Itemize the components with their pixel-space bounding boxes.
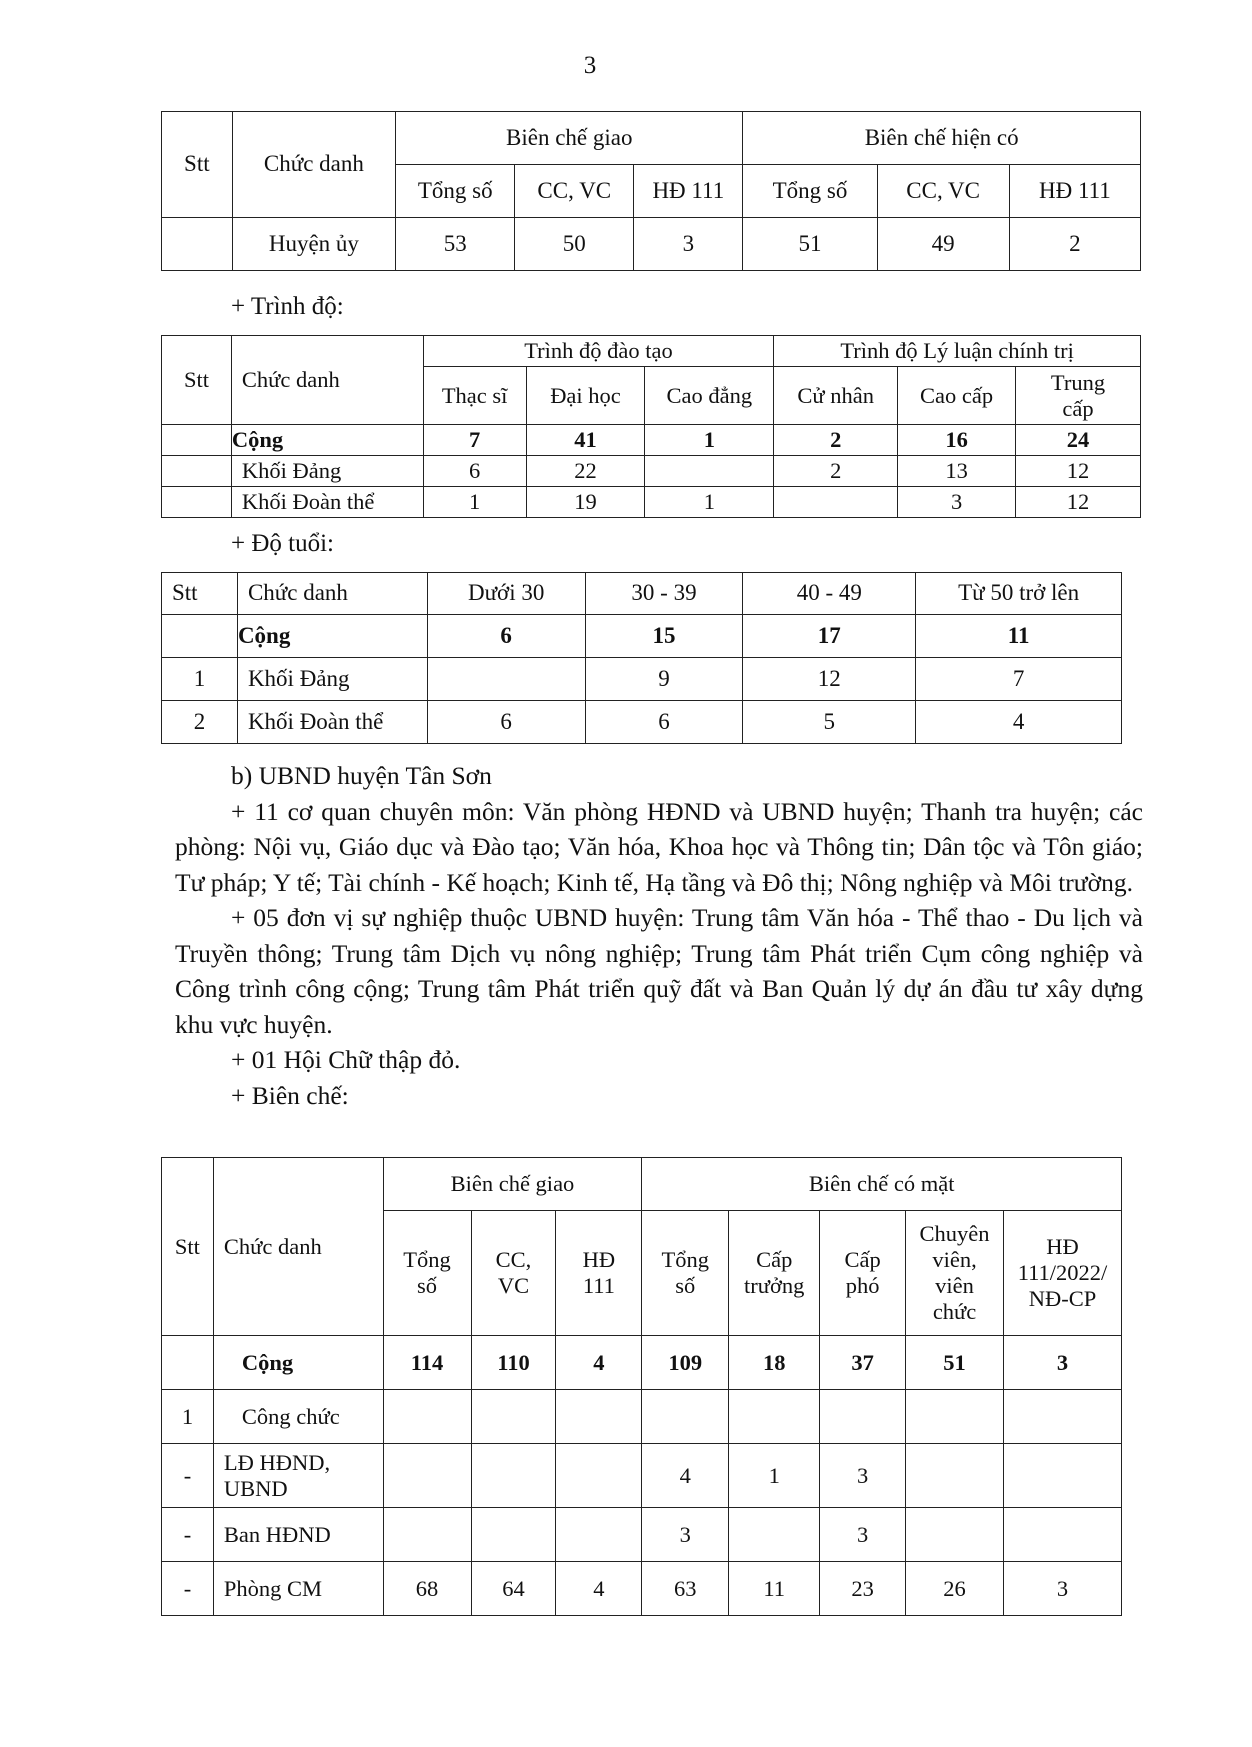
cell-stt [162,425,232,456]
cell: 1 [729,1444,820,1508]
cell [427,658,585,701]
cell: 2 [774,425,898,456]
header-bien-che-hien-co: Biên chế hiện có [743,112,1141,165]
header-30-39: 30 - 39 [585,573,743,615]
cell [383,1390,471,1444]
cell: 63 [642,1562,729,1616]
section-b [175,758,1143,1113]
cell [645,456,774,487]
cell: 1 [423,487,526,518]
header-stt: Stt [162,573,238,615]
cell-name: Cộng [237,615,427,658]
cell: 11 [729,1562,820,1616]
subheader: Cử nhân [774,367,898,425]
header-stt: Stt [162,1158,214,1336]
subheader: CC, VC [877,165,1009,218]
subheader: Tổng số [383,1211,471,1336]
table-do-tuoi [161,572,1122,744]
cell: 16 [898,425,1016,456]
cell [820,1390,906,1444]
cell [556,1390,642,1444]
cell: 68 [383,1562,471,1616]
header-ly-luan-chinh-tri: Trình độ Lý luận chính trị [774,336,1141,367]
cell-stt: - [162,1444,214,1508]
header-chuc-danh: Chức danh [213,1158,383,1336]
table-row [162,218,1141,271]
cell-stt: - [162,1562,214,1616]
paragraph-don-vi-su-nghiep: + 05 đơn vị sự nghiệp thuộc UBND huyện: Trung tâm Văn hóa - Thể thao - Du lịch và Truyền thông; Trung tâm Dịch vụ nông nghiệp; Trung tâm Phát triển Cụm công nghiệp và Công trình công cộng; Trung tâm Phát triển quỹ đất và Ban Quản lý dự án đầu tư xây dựng khu vực huyện. [175,903,1143,1039]
cell: 7 [423,425,526,456]
cell: 18 [729,1336,820,1390]
cell [383,1508,471,1562]
cell-name: Phòng CM [213,1562,383,1616]
cell: 4 [642,1444,729,1508]
cell [471,1508,556,1562]
cell [906,1390,1004,1444]
cell: 51 [743,218,877,271]
cell-stt [162,456,232,487]
subheader: Chuyên viên, viên chức [906,1211,1004,1336]
cell: 3 [1003,1336,1121,1390]
table-row [162,425,1141,456]
cell: 22 [526,456,645,487]
table-bien-che-ubnd [161,1157,1122,1616]
cell: 9 [585,658,743,701]
cell: 6 [427,701,585,744]
cell-name: Cộng [213,1336,383,1390]
cell: 6 [423,456,526,487]
cell: 12 [1016,487,1141,518]
cell: 3 [820,1508,906,1562]
cell-name: Khối Đảng [231,456,423,487]
cell: 114 [383,1336,471,1390]
subheader: Cao đẳng [645,367,774,425]
cell-stt [162,487,232,518]
cell [556,1444,642,1508]
cell: 11 [916,615,1122,658]
cell: 17 [743,615,916,658]
cell: 13 [898,456,1016,487]
cell: 2 [774,456,898,487]
section-b-title: b) UBND huyện Tân Sơn [231,761,492,790]
header-bien-che-giao: Biên chế giao [383,1158,642,1211]
cell [1003,1444,1121,1508]
cell [906,1508,1004,1562]
cell: 24 [1016,425,1141,456]
cell: 5 [743,701,916,744]
table-row [162,1336,1122,1390]
table-row [162,701,1122,744]
subheader: HĐ 111 [1009,165,1140,218]
subheader: Cao cấp [898,367,1016,425]
table-row [162,487,1141,518]
cell [642,1390,729,1444]
cell-name: Ban HĐND [213,1508,383,1562]
cell [774,487,898,518]
table-row [162,1444,1122,1508]
cell: 23 [820,1562,906,1616]
cell: 50 [515,218,634,271]
cell: 7 [916,658,1122,701]
subheader: Đại học [526,367,645,425]
header-tu-50: Từ 50 trở lên [916,573,1122,615]
cell: 64 [471,1562,556,1616]
cell: 53 [396,218,515,271]
table-row [162,1390,1122,1444]
cell [1003,1390,1121,1444]
cell: 4 [556,1562,642,1616]
page-number: 3 [583,52,597,79]
cell: 3 [820,1444,906,1508]
cell: 3 [642,1508,729,1562]
paragraph-hoi-chu-thap-do: + 01 Hội Chữ thập đỏ. [231,1045,461,1074]
cell: 26 [906,1562,1004,1616]
paragraph-co-quan-chuyen-mon: + 11 cơ quan chuyên môn: Văn phòng HĐND và UBND huyện; Thanh tra huyện; các phòng: Nội vụ, Giáo dục và Đào tạo; Văn hóa, Khoa học và Thông tin; Dân tộc và Tôn giáo; Tư pháp; Y tế; Tài chính - Kế hoạch; Kinh tế, Hạ tầng và Đô thị; Nông nghiệp và Môi trường. [175,796,1143,897]
cell: 110 [471,1336,556,1390]
subheader: Trung cấp [1016,367,1141,425]
subheader: Thạc sĩ [423,367,526,425]
table-row [162,456,1141,487]
subheader: CC, VC [515,165,634,218]
subheader: HĐ 111 [556,1211,642,1336]
cell: 19 [526,487,645,518]
header-chuc-danh: Chức danh [237,573,427,615]
cell-stt [162,1336,214,1390]
cell: 37 [820,1336,906,1390]
header-trinh-do-dao-tao: Trình độ đào tạo [423,336,774,367]
cell-stt [162,615,238,658]
header-bien-che-giao: Biên chế giao [396,112,743,165]
cell [471,1444,556,1508]
cell [906,1444,1004,1508]
subheader: Tổng số [396,165,515,218]
cell-name: Công chức [213,1390,383,1444]
cell: 41 [526,425,645,456]
cell: 4 [556,1336,642,1390]
header-40-49: 40 - 49 [743,573,916,615]
header-stt: Stt [162,112,233,218]
cell [729,1508,820,1562]
cell-name: Khối Đảng [237,658,427,701]
cell-name: Khối Đoàn thể [231,487,423,518]
header-chuc-danh: Chức danh [231,336,423,425]
cell-name: Khối Đoàn thể [237,701,427,744]
header-chuc-danh: Chức danh [232,112,396,218]
table-row [162,658,1122,701]
cell: 2 [1009,218,1140,271]
cell: 15 [585,615,743,658]
cell [1003,1508,1121,1562]
cell: 12 [1016,456,1141,487]
subheader: HĐ 111 [634,165,743,218]
cell-stt: - [162,1508,214,1562]
cell: 12 [743,658,916,701]
cell: 51 [906,1336,1004,1390]
cell [383,1444,471,1508]
cell-name: LĐ HĐND, UBND [213,1444,383,1508]
cell: 49 [877,218,1009,271]
cell: 109 [642,1336,729,1390]
table-huyen-uy-bien-che [161,111,1141,271]
table-row [162,615,1122,658]
table-row [162,1508,1122,1562]
header-stt: Stt [162,336,232,425]
cell: 4 [916,701,1122,744]
cell-name: Cộng [231,425,423,456]
table-trinh-do [161,335,1141,518]
label-do-tuoi: + Độ tuổi: [231,530,334,557]
cell-name: Huyện ủy [232,218,396,271]
cell: 3 [1003,1562,1121,1616]
cell [729,1390,820,1444]
cell-stt: 1 [162,658,238,701]
header-bien-che-co-mat: Biên chế có mặt [642,1158,1122,1211]
subheader: Cấp trưởng [729,1211,820,1336]
cell-stt: 2 [162,701,238,744]
subheader: HĐ 111/2022/ NĐ-CP [1003,1211,1121,1336]
label-bien-che: + Biên chế: [231,1080,349,1110]
subheader: CC, VC [471,1211,556,1336]
header-duoi-30: Dưới 30 [427,573,585,615]
subheader: Tổng số [642,1211,729,1336]
cell: 3 [634,218,743,271]
cell-stt [162,218,233,271]
cell: 1 [645,487,774,518]
cell [556,1508,642,1562]
subheader: Tổng số [743,165,877,218]
subheader: Cấp phó [820,1211,906,1336]
table-row [162,1562,1122,1616]
cell: 1 [645,425,774,456]
cell [471,1390,556,1444]
label-trinh-do: + Trình độ: [231,293,344,320]
cell: 3 [898,487,1016,518]
cell: 6 [585,701,743,744]
cell: 6 [427,615,585,658]
cell-stt: 1 [162,1390,214,1444]
